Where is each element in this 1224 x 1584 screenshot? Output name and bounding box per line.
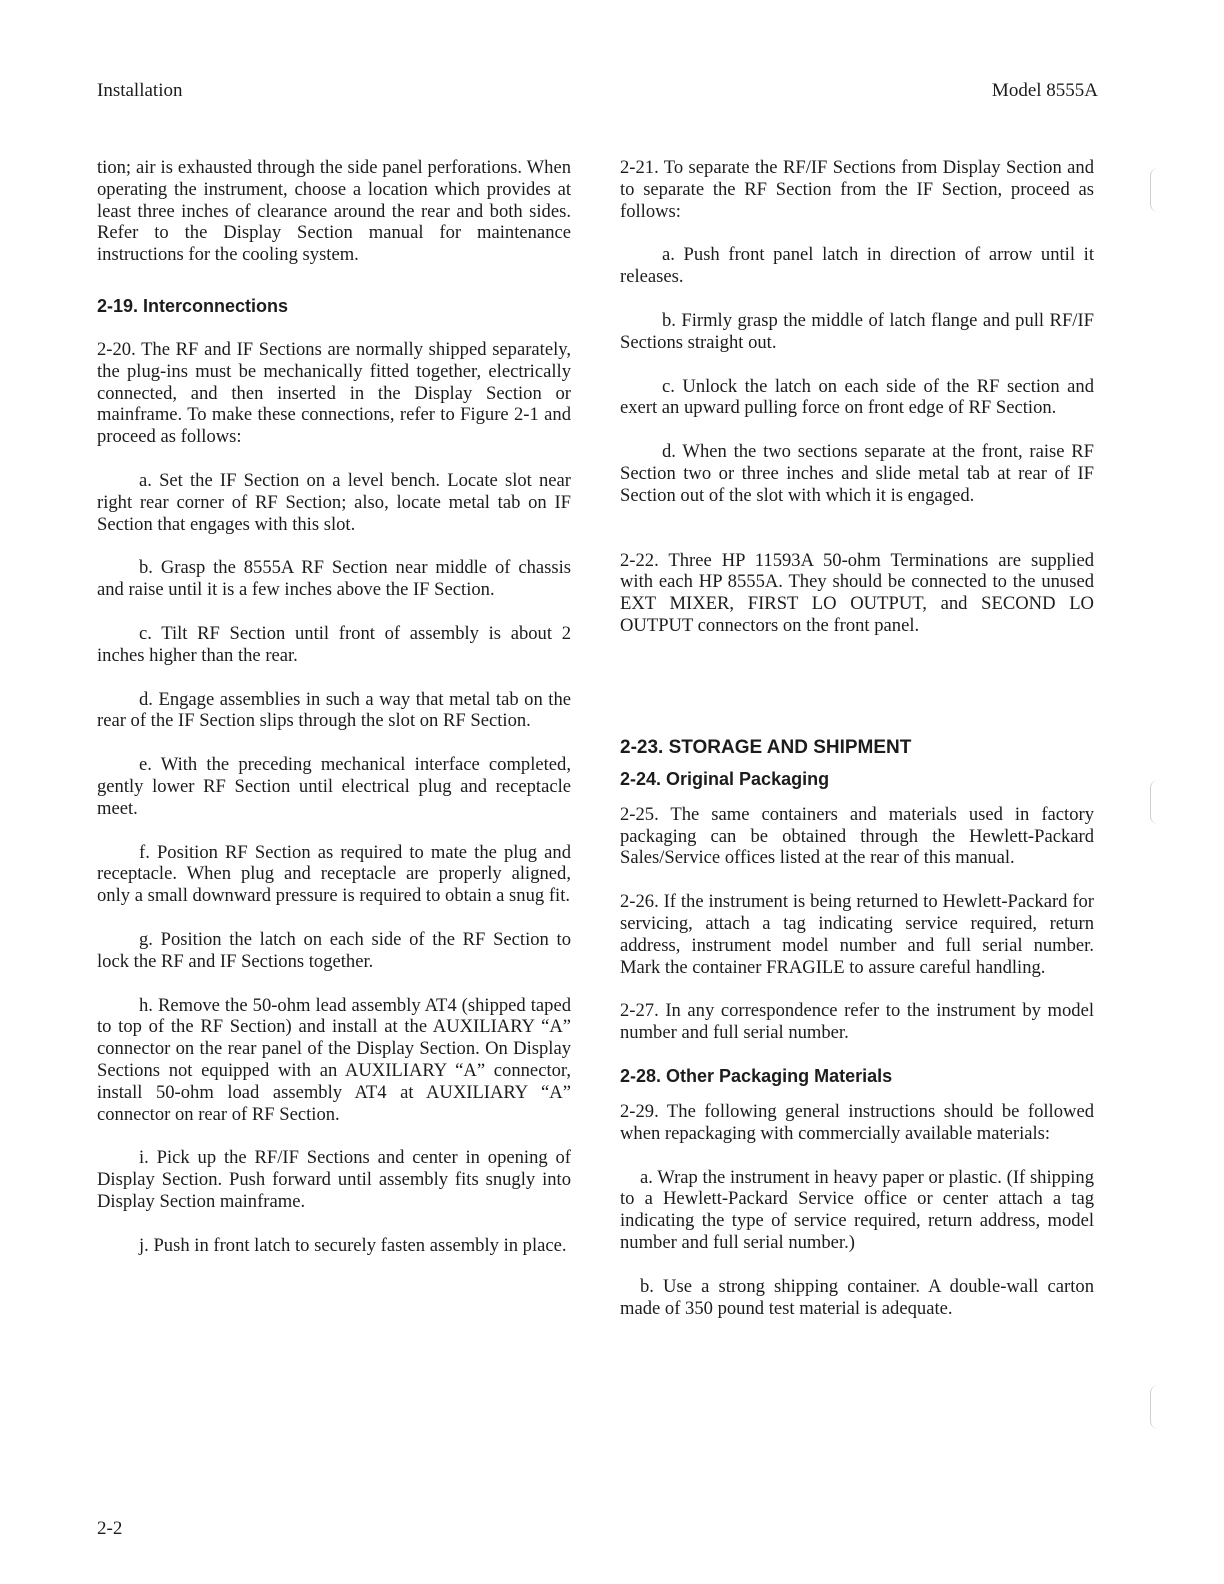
- left-column: [97, 157, 571, 1278]
- step-a: a. Set the IF Section on a level bench. Locate slot near right rear corner of RF Section; also, locate metal tab on IF Section that engages with this slot.: [97, 469, 571, 535]
- step-e: e. With the preceding mechanical interface completed, gently lower RF Section until electrical plug and receptacle meet.: [97, 754, 571, 819]
- heading-other-packaging-materials: 2-28. Other Packaging Materials: [620, 1065, 893, 1086]
- heading-storage-and-shipment: 2-23. STORAGE AND SHIPMENT: [620, 736, 912, 758]
- separate-step-b: b. Firmly grasp the middle of latch flange and pull RF/IF Sections straight out.: [620, 309, 1094, 353]
- step-d: d. Engage assemblies in such a way that metal tab on the rear of the IF Section slips through the slot on RF Section.: [97, 688, 571, 732]
- packaging-step-a: a. Wrap the instrument in heavy paper or plastic. (If shipping to a Hewlett-Packard Service office or center attach a tag indicating the type of service required, return address, model number and full serial number.): [620, 1166, 1094, 1253]
- paragraph-2-25: 2-25. The same containers and materials used in factory packaging can be obtained through the Hewlett-Packard Sales/Service offices listed at the rear of this manual.: [620, 803, 1094, 869]
- heading-original-packaging: 2-24. Original Packaging: [620, 768, 830, 789]
- step-b: b. Grasp the 8555A RF Section near middle of chassis and raise until it is a few inches above the IF Section.: [97, 557, 571, 601]
- running-header-section: Installation: [97, 80, 183, 101]
- step-i: i. Pick up the RF/IF Sections and center in opening of Display Section. Push forward until assembly fits snugly into Display Section mainframe.: [97, 1147, 571, 1212]
- binding-hole-mark: [1150, 168, 1161, 212]
- heading-interconnections: 2-19. Interconnections: [97, 295, 289, 316]
- paragraph-2-22: 2-22. Three HP 11593A 50-ohm Terminations are supplied with each HP 8555A. They should be connected to the unused EXT MIXER, FIRST LO OUTPUT, and SECOND LO OUTPUT connectors on the front panel.: [620, 549, 1094, 636]
- separate-step-c: c. Unlock the latch on each side of the RF section and exert an upward pulling force on front edge of RF Section.: [620, 375, 1094, 419]
- paragraph-2-26: 2-26. If the instrument is being returned to Hewlett-Packard for servicing, attach a tag indicating service required, return address, instrument model number and full serial number. Mark the container FRAGILE to assure careful handling.: [620, 891, 1094, 978]
- intro-paragraph: tion; air is exhausted through the side panel perforations. When operating the instrument, choose a location which provides at least three inches of clearance around the rear and both sides. Refer to the Display Section manual for maintenance instructions for the cooling system.: [97, 157, 571, 266]
- paragraph-2-29: 2-29. The following general instructions should be followed when repackaging with commercially available materials:: [620, 1100, 1094, 1144]
- step-j: j. Push in front latch to securely fasten assembly in place.: [139, 1234, 567, 1256]
- right-column: [620, 157, 1094, 1341]
- binding-hole-mark: [1150, 1385, 1161, 1429]
- paragraph-2-21: 2-21. To separate the RF/IF Sections from Display Section and to separate the RF Section from the IF Section, proceed as follows:: [620, 157, 1094, 222]
- step-f: f. Position RF Section as required to mate the plug and receptacle. When plug and receptacle are properly aligned, only a small downward pressure is required to obtain a snug fit.: [97, 841, 571, 907]
- step-c: c. Tilt RF Section until front of assembly is about 2 inches higher than the rear.: [97, 622, 571, 666]
- packaging-step-b: b. Use a strong shipping container. A double-wall carton made of 350 pound test material is adequate.: [620, 1275, 1094, 1319]
- step-g: g. Position the latch on each side of the RF Section to lock the RF and IF Sections together.: [97, 928, 571, 972]
- running-header-model: Model 8555A: [991, 80, 1098, 101]
- page-number: 2-2: [97, 1518, 123, 1539]
- paragraph-2-27: 2-27. In any correspondence refer to the instrument by model number and full serial number.: [620, 1000, 1094, 1044]
- separate-step-d: d. When the two sections separate at the front, raise RF Section two or three inches and slide metal tab at rear of IF Section out of the slot with which it is engaged.: [620, 441, 1094, 506]
- paragraph-2-20: 2-20. The RF and IF Sections are normally shipped separately, the plug-ins must be mechanically fitted together, electrically connected, and then inserted in the Display Section or mainframe. To make these connections, refer to Figure 2-1 and proceed as follows:: [97, 338, 571, 448]
- separate-step-a: a. Push front panel latch in direction of arrow until it releases.: [620, 244, 1094, 288]
- step-h: h. Remove the 50-ohm lead assembly AT4 (shipped taped to top of the RF Section) and install at the AUXILIARY “A” connector on the rear panel of the Display Section. On Display Sections not equipped with an AUXILIARY “A” connector, install 50-ohm load assembly AT4 at AUXILIARY “A” connector on rear of RF Section.: [97, 994, 571, 1125]
- binding-hole-mark: [1150, 780, 1161, 824]
